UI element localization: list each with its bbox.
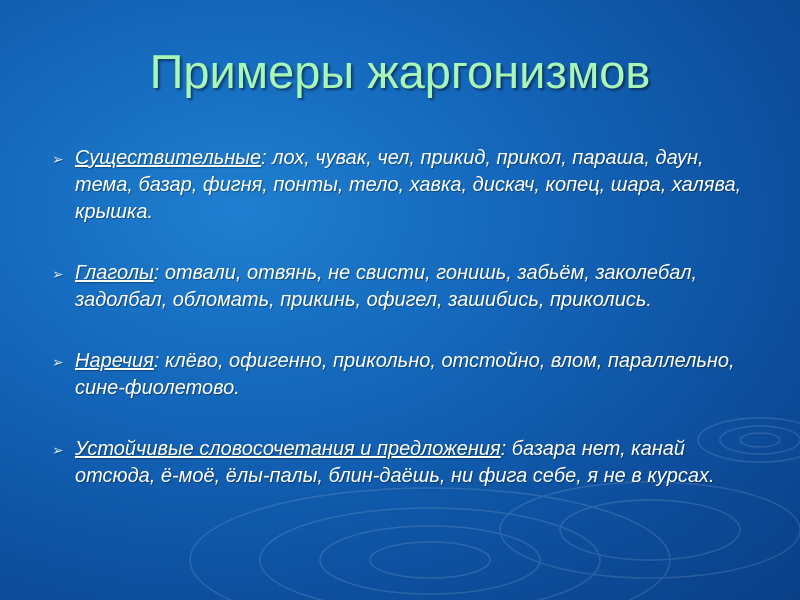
item-term: Существительные — [75, 147, 262, 169]
slide-title: Примеры жаргонизмов — [149, 45, 651, 98]
bullet-list — [52, 145, 752, 490]
list-item — [52, 260, 752, 314]
arrow-bullet-icon: ➢ — [52, 151, 64, 167]
item-term: Наречия — [75, 350, 154, 372]
list-item — [52, 145, 752, 226]
list-item — [52, 436, 752, 490]
list-item — [52, 348, 752, 402]
item-text: : отвали, отвянь, не свисти, гонишь, забьём, заколебал, задолбал, обломать, прикинь, офигел, зашибись, приколись. — [75, 262, 698, 311]
arrow-bullet-icon: ➢ — [52, 442, 64, 458]
item-text: : клёво, офигенно, прикольно, отстойно, влом, параллельно, сине-фиолетово. — [75, 350, 735, 399]
arrow-bullet-icon: ➢ — [52, 266, 64, 282]
item-term: Глаголы — [75, 262, 154, 284]
arrow-bullet-icon: ➢ — [52, 354, 64, 370]
item-text: : лох, чувак, чел, прикид, прикол, параша, даун, тема, базар, фигня, понты, тело, хавка, дискач, копец, шара, халява, крышка. — [75, 147, 742, 223]
item-term: Устойчивые словосочетания и предложения — [75, 438, 501, 460]
item-text: : базара нет, канай отсюда, ё-моё, ёлы-палы, блин-даёшь, ни фига себе, я не в курсах. — [75, 438, 715, 487]
